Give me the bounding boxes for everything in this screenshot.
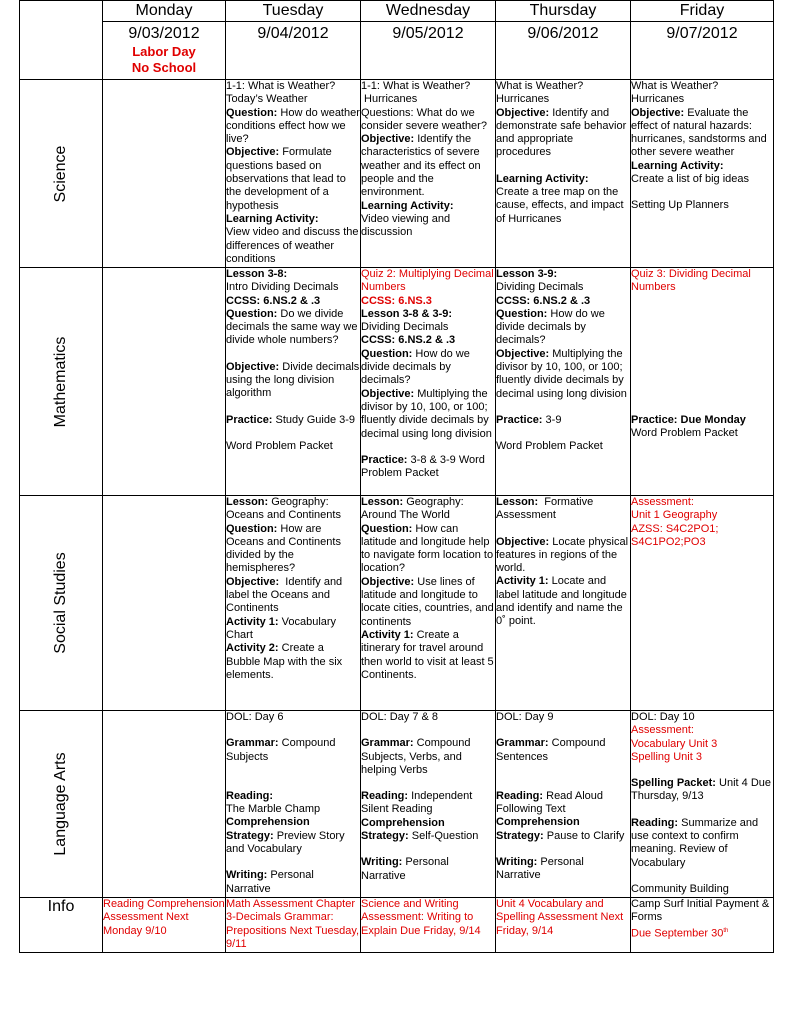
word-problem: Word Problem Packet	[496, 440, 603, 453]
objective: Objective: Multiplying the divisor by 10, 100, or 100; fluently divide decimals by decimal using long division	[496, 347, 627, 400]
subject-label-math: Mathematics	[52, 336, 69, 427]
holiday-note: No School	[131, 60, 197, 75]
practice: Practice: 3-9	[496, 413, 562, 426]
info-tuesday-cell: Math Assessment Chapter 3-Decimals Grammar: Prepositions Next Tuesday, 9/11	[226, 898, 361, 953]
camp-surf-note: Camp Surf Initial Payment & Forms	[631, 898, 770, 924]
day-name: Friday	[679, 2, 725, 19]
science-friday-cell	[631, 80, 774, 268]
la-tuesday-cell	[226, 711, 361, 898]
reading-label: Reading:	[226, 789, 274, 802]
comprehension: Comprehension Strategy: Pause to Clarify	[496, 816, 625, 842]
activity-text: Create a list of big ideas	[631, 173, 750, 186]
assessment-label: Assessment:	[631, 724, 694, 737]
practice: Practice: Due Monday	[631, 413, 746, 426]
math-wednesday-cell	[361, 268, 496, 496]
info-wednesday-cell: Science and Writing Assessment: Writing to Explain Due Friday, 9/14	[361, 898, 496, 953]
reading: Reading: Read Aloud Following Text	[496, 789, 603, 816]
grammar: Grammar: Compound Subjects, Verbs, and helping Verbs	[361, 737, 471, 776]
question: Question: How can latitude and longitude help to navigate form location to location?	[361, 522, 494, 575]
lesson-title: 1-1: What is Weather?	[361, 80, 471, 92]
spelling-packet: Spelling Packet: Unit 4 Due Thursday, 9/13	[631, 777, 772, 803]
day-date: 9/04/2012	[226, 21, 360, 44]
activity-text: View video and discuss the differences of weather conditions	[226, 226, 359, 265]
reading-text: The Marble Champ	[226, 803, 321, 816]
subject-label-cell	[20, 496, 103, 711]
science-wednesday-cell	[361, 80, 496, 268]
activity-1: Activity 1: Create a itinerary for travel around then world to visit at least 5 Continents.	[361, 628, 494, 681]
word-problem: Word Problem Packet	[631, 426, 738, 439]
info-thursday-cell: Unit 4 Vocabulary and Spelling Assessment Next Friday, 9/14	[496, 898, 631, 953]
assessment-label: Assessment:	[631, 496, 694, 508]
question: Question: How do we divide decimals by decimals?	[496, 307, 605, 347]
unit-name: Unit 1 Geography	[631, 509, 718, 522]
lesson-subtitle: Hurricanes	[496, 93, 550, 106]
science-row	[20, 80, 774, 268]
lesson-number: Lesson 3-9:	[496, 268, 558, 280]
math-monday-cell	[103, 268, 226, 496]
science-tuesday-cell	[226, 80, 361, 268]
dol: DOL: Day 9	[496, 711, 554, 723]
lesson-number: Lesson 3-8 & 3-9:	[361, 307, 453, 320]
dol: DOL: Day 6	[226, 711, 284, 723]
reading: Reading: Summarize and use context to confirm meaning. Review of Vocabulary	[631, 816, 759, 869]
question: Question: How do weather conditions effect how we live?	[226, 106, 360, 146]
objective: Objective: Divide decimals using the long division algorithm	[226, 360, 360, 400]
la-monday-cell	[103, 711, 226, 898]
grammar: Grammar: Compound Subjects	[226, 737, 336, 763]
social-wednesday-cell	[361, 496, 496, 711]
spelling-unit: Spelling Unit 3	[631, 750, 702, 763]
la-wednesday-cell	[361, 711, 496, 898]
activity-1: Activity 1: Locate and label latitude and longitude and identify and name the 0˚ point.	[496, 575, 627, 628]
objective: Objective: Identify the characteristics of severe weather and its effect on people and the environment.	[361, 133, 481, 199]
science-monday-cell	[103, 80, 226, 268]
activity-label: Learning Activity:	[496, 172, 589, 185]
day-header-monday	[103, 1, 226, 80]
ccss-standard: CCSS: 6.NS.2 & .3	[361, 334, 456, 347]
activity-text: Video viewing and discussion	[361, 212, 451, 239]
objective: Objective: Identify and demonstrate safe behavior and appropriate procedures	[496, 106, 627, 159]
math-tuesday-cell	[226, 268, 361, 496]
word-problem: Word Problem Packet	[226, 439, 333, 452]
subject-label-cell	[20, 268, 103, 496]
activity-label: Learning Activity:	[631, 159, 724, 172]
question: Question: How do we divide decimals by decimals?	[361, 347, 470, 387]
activity-1: Activity 1: Vocabulary Chart	[226, 615, 337, 641]
science-thursday-cell	[496, 80, 631, 268]
extra-note: Setting Up Planners	[631, 199, 729, 212]
ccss-standard: CCSS: 6.NS.2 & .3	[226, 294, 321, 307]
standards: AZSS: S4C2PO1; S4C1PO2;PO3	[631, 522, 719, 548]
day-header-friday	[631, 1, 774, 80]
quiz-ccss: CCSS: 6.NS.3	[361, 294, 432, 307]
la-friday-cell	[631, 711, 774, 898]
info-monday-cell: Reading Comprehension Assessment Next Monday 9/10	[103, 898, 226, 953]
vocabulary-unit: Vocabulary Unit 3	[631, 737, 718, 750]
activity-2: Activity 2: Create a Bubble Map with the six elements.	[226, 642, 343, 681]
day-name: Monday	[135, 2, 193, 19]
subject-label-info: Info	[20, 898, 103, 953]
lesson-title: What is Weather?	[496, 80, 584, 92]
objective: Objective: Identify and label the Oceans and Continents	[226, 575, 346, 615]
day-name: Tuesday	[262, 2, 324, 19]
activity-text: Create a tree map on the cause, effects, and impact of Hurricanes	[496, 186, 624, 225]
lesson-title: 1-1: What is Weather?	[226, 80, 336, 92]
objective: Objective: Evaluate the effect of natural hazards: hurricanes, sandstorms and other severe weather	[631, 106, 767, 159]
holiday-label: Labor Day	[132, 44, 196, 59]
lesson-title: Dividing Decimals	[361, 321, 449, 334]
due-date: Due September 30th	[631, 927, 729, 940]
activity-label: Learning Activity:	[226, 212, 319, 225]
ccss-standard: CCSS: 6.NS.2 & .3	[496, 294, 591, 307]
dol: DOL: Day 7 & 8	[361, 711, 439, 723]
lesson-subtitle: Hurricanes	[631, 93, 685, 106]
writing: Writing: Personal Narrative	[496, 856, 584, 882]
language-arts-row	[20, 711, 774, 898]
grammar: Grammar: Compound Sentences	[496, 737, 606, 763]
subject-label-cell	[20, 711, 103, 898]
subject-label-cell	[20, 80, 103, 268]
la-thursday-cell	[496, 711, 631, 898]
day-header-wednesday	[361, 1, 496, 80]
lesson: Lesson: Formative Assessment	[496, 496, 596, 522]
subject-label-social-studies: Social Studies	[52, 552, 69, 654]
info-friday-cell	[631, 898, 774, 953]
lesson: Lesson: Geography: Around The World	[361, 496, 464, 522]
objective: Objective: Locate physical features in regions of the world.	[496, 535, 629, 575]
day-date: 9/05/2012	[361, 21, 495, 44]
lesson-title: Intro Dividing Decimals	[226, 281, 339, 294]
day-header-tuesday	[226, 1, 361, 80]
weekly-planner-table	[19, 0, 774, 953]
subject-label-science: Science	[52, 145, 69, 202]
info-row	[20, 898, 774, 953]
subject-label-language-arts: Language Arts	[52, 752, 69, 856]
objective: Objective: Formulate questions based on observations that lead to the development of a hypothesis	[226, 146, 346, 212]
lesson: Lesson: Geography: Oceans and Continents	[226, 496, 341, 522]
math-row	[20, 268, 774, 496]
day-date: 9/03/2012	[103, 21, 225, 44]
dol: DOL: Day 10	[631, 711, 695, 723]
social-monday-cell	[103, 496, 226, 711]
header-row	[20, 1, 774, 80]
lesson-subtitle: Hurricanes	[361, 93, 418, 106]
day-name: Wednesday	[385, 2, 471, 19]
lesson-subtitle: Today’s Weather	[226, 93, 308, 106]
writing: Writing: Personal Narrative	[361, 856, 449, 882]
question: Question: Do we divide decimals the same way we divide whole numbers?	[226, 307, 358, 347]
community-building: Community Building	[631, 882, 729, 895]
day-name: Thursday	[529, 2, 597, 19]
social-studies-row	[20, 496, 774, 711]
question: Question: How are Oceans and Continents divided by the hemispheres?	[226, 522, 341, 575]
writing: Writing: Personal Narrative	[226, 869, 314, 895]
day-header-thursday	[496, 1, 631, 80]
reading: Reading: Independent Silent Reading	[361, 790, 473, 816]
practice: Practice: 3-8 & 3-9 Word Problem Packet	[361, 453, 485, 480]
social-thursday-cell	[496, 496, 631, 711]
quiz-title: Quiz 3: Dividing Decimal Numbers	[631, 268, 751, 294]
lesson-title: What is Weather?	[631, 80, 719, 92]
quiz-title: Quiz 2: Multiplying Decimal Numbers	[361, 268, 494, 294]
lesson-number: Lesson 3-8:	[226, 268, 288, 280]
math-thursday-cell	[496, 268, 631, 496]
comprehension: Comprehension Strategy: Self-Question	[361, 816, 479, 843]
question: Questions: What do we consider severe weather?	[361, 106, 487, 132]
corner-cell	[20, 1, 103, 80]
social-tuesday-cell	[226, 496, 361, 711]
activity-label: Learning Activity:	[361, 199, 454, 212]
social-friday-cell	[631, 496, 774, 711]
objective: Objective: Use lines of latitude and longitude to locate cities, countries, and continents	[361, 575, 494, 628]
day-date: 9/07/2012	[631, 21, 773, 44]
day-date: 9/06/2012	[496, 21, 630, 44]
comprehension: Comprehension Strategy: Preview Story and Vocabulary	[226, 816, 345, 856]
objective: Objective: Multiplying the divisor by 10, 100, or 100; fluently divide decimals by decimal using long division	[361, 387, 492, 440]
lesson-title: Dividing Decimals	[496, 281, 584, 294]
practice: Practice: Study Guide 3-9	[226, 413, 356, 426]
math-friday-cell	[631, 268, 774, 496]
